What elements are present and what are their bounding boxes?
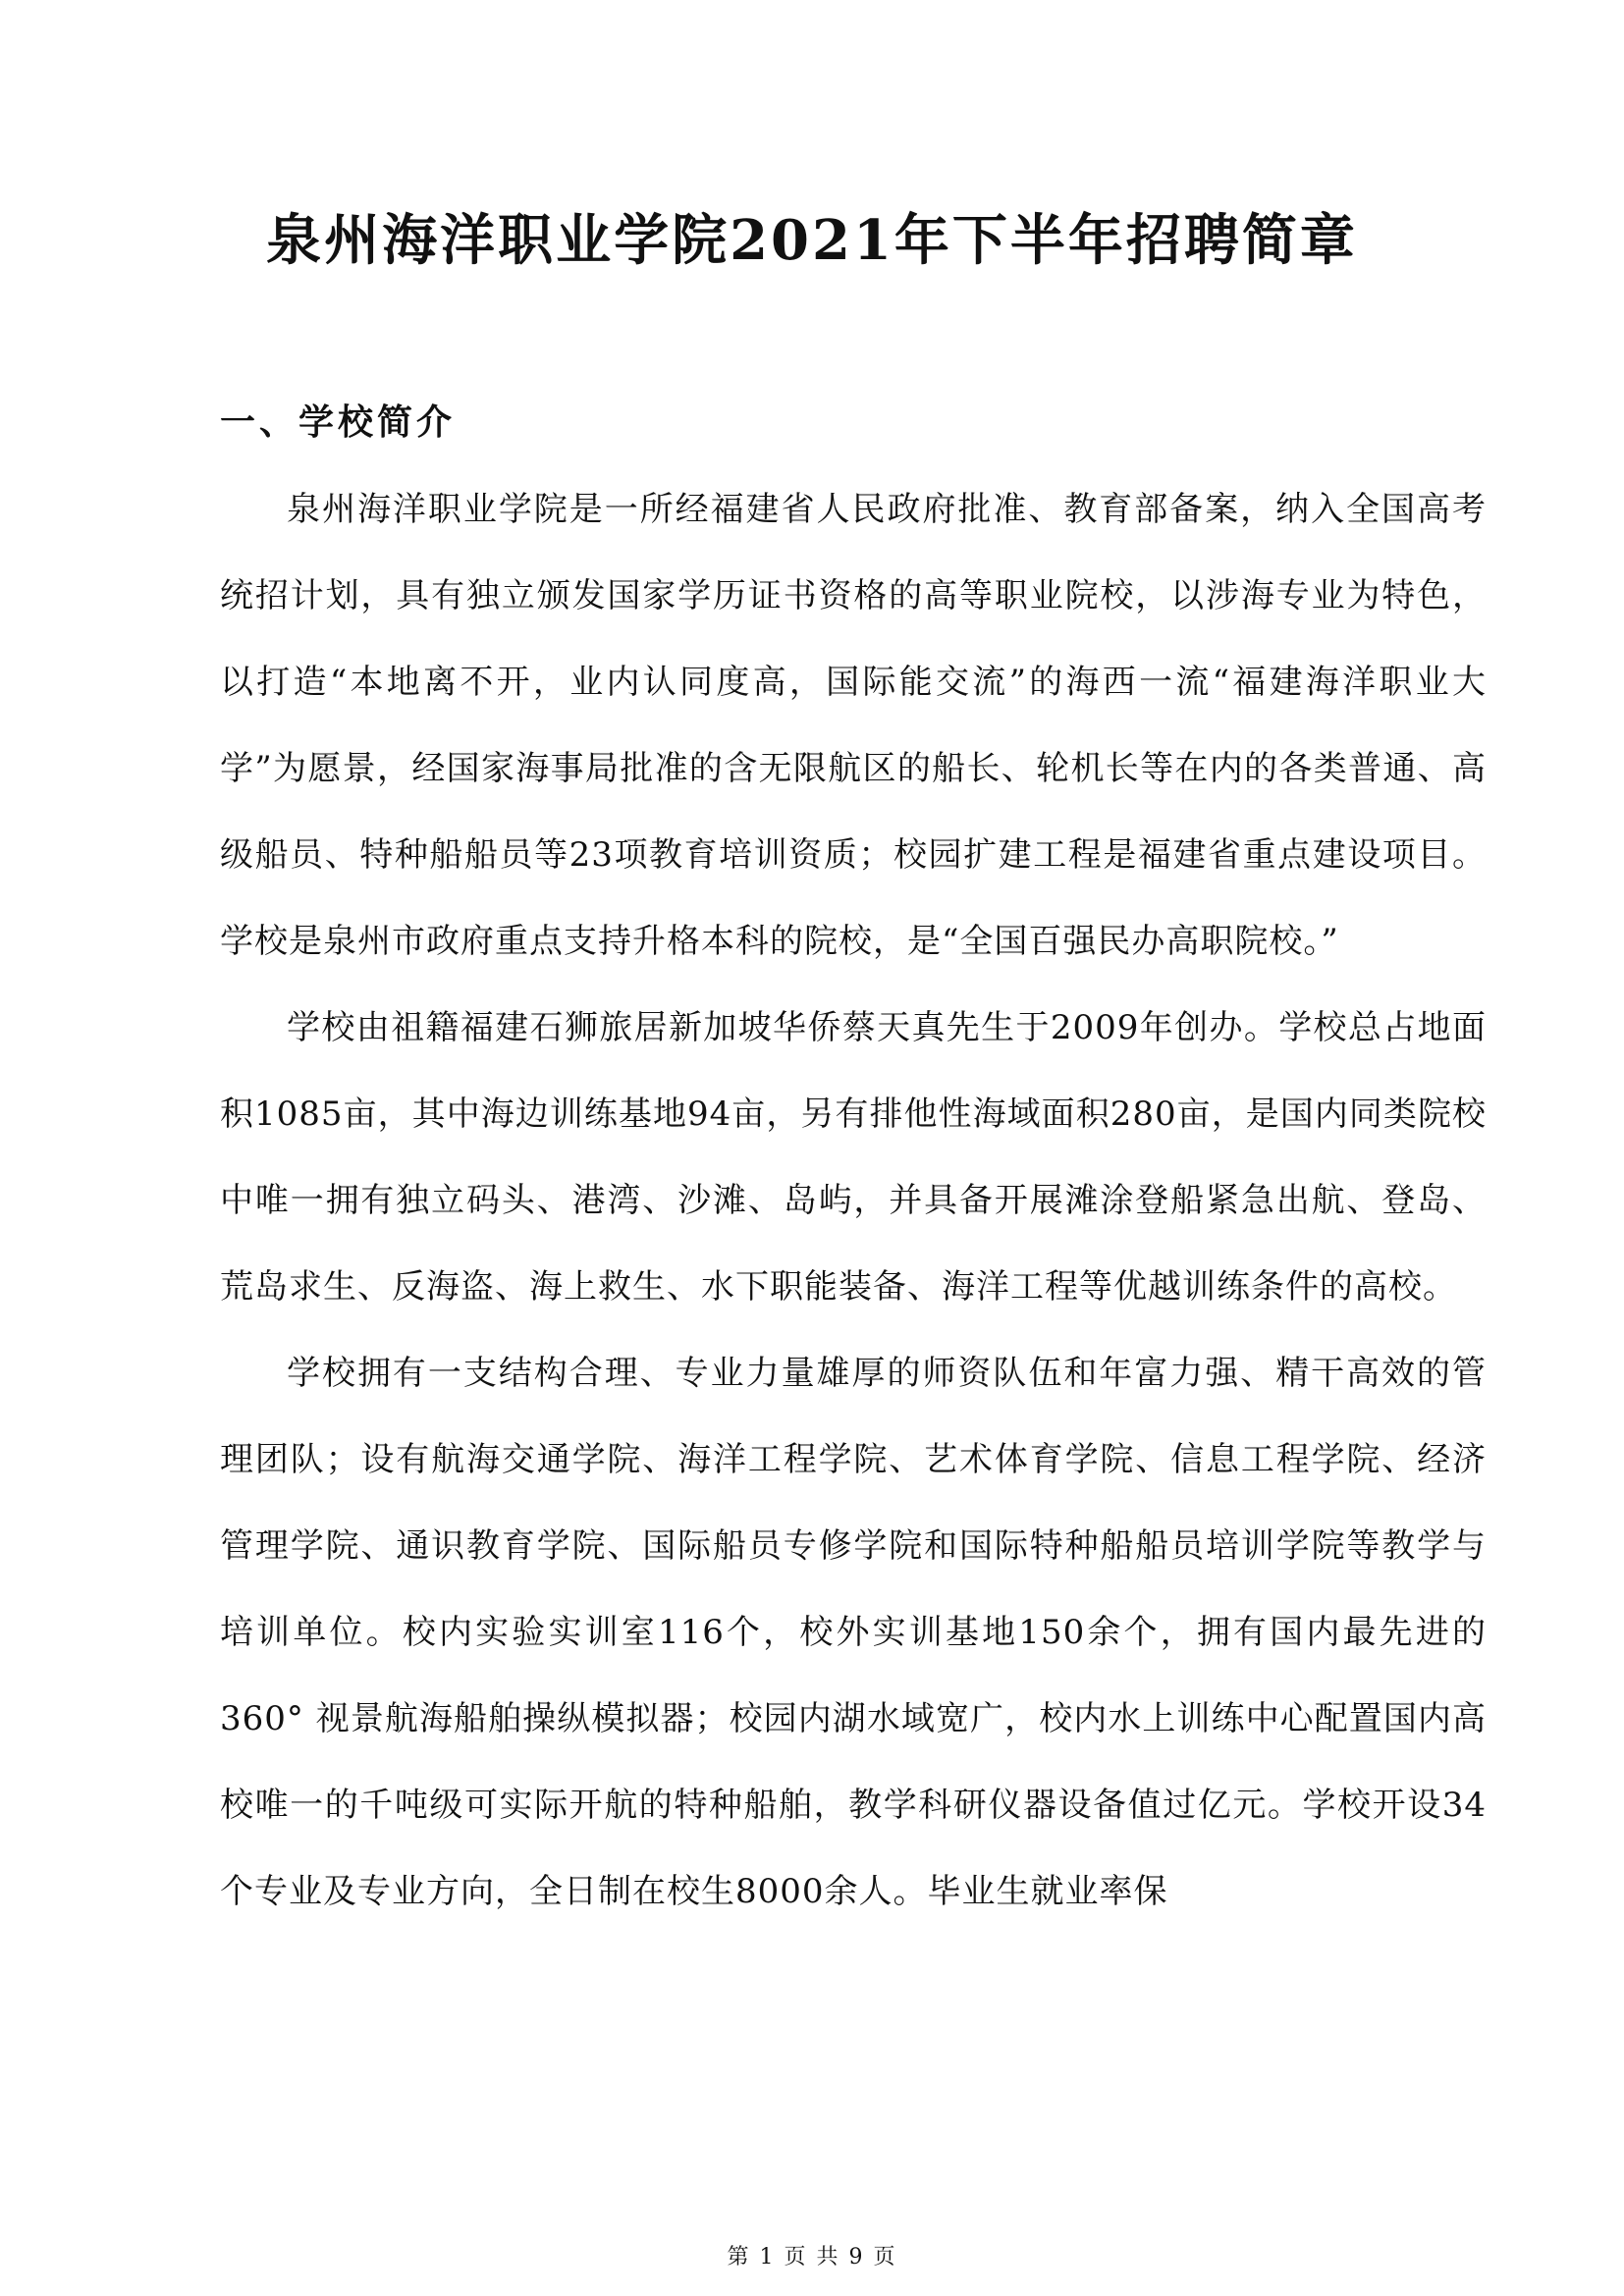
- document-title: 泉州海洋职业学院2021年下半年招聘简章: [266, 208, 1358, 273]
- paragraph-history: 学校由祖籍福建石狮旅居新加坡华侨蔡天真先生于2009年创办。学校总占地面积1085亩，其中海边训练基地94亩，另有排他性海域面积280亩，是国内同类院校中唯一拥有独立码头、港湾、沙滩、岛屿，并具备开展滩涂登船紧急出航、登岛、荒岛求生、反海盗、海上救生、水下职能装备、海洋工程等优越训练条件的高校。: [220, 1008, 1487, 1307]
- body-text: [220, 466, 1487, 1935]
- section-heading: 一、学校简介: [220, 401, 457, 443]
- paragraph-faculty: 学校拥有一支结构合理、专业力量雄厚的师资队伍和年富力强、精干高效的管理团队；设有航海交通学院、海洋工程学院、艺术体育学院、信息工程学院、经济管理学院、通识教育学院、国际船员专修学院和国际特种船船员培训学院等教学与培训单位。校内实验实训室116个，校外实训基地150余个，拥有国内最先进的360° 视景航海船舶操纵模拟器；校园内湖水域宽广，校内水上训练中心配置国内高校唯一的千吨级可实际开航的特种船舶，教学科研仪器设备值过亿元。学校开设34个专业及专业方向，全日制在校生8000余人。毕业生就业率保: [220, 1354, 1487, 1911]
- page-number-footer: 第 1 页 共 9 页: [727, 2245, 897, 2269]
- paragraph-intro: 泉州海洋职业学院是一所经福建省人民政府批准、教育部备案，纳入全国高考统招计划，具有独立颁发国家学历证书资格的高等职业院校，以涉海专业为特色，以打造“本地离不开，业内认同度高，国际能交流”的海西一流“福建海洋职业大学”为愿景，经国家海事局批准的含无限航区的船长、轮机长等在内的各类普通、高级船员、特种船船员等23项教育培训资质；校园扩建工程是福建省重点建设项目。学校是泉州市政府重点支持升格本科的院校，是“全国百强民办高职院校。”: [220, 490, 1487, 961]
